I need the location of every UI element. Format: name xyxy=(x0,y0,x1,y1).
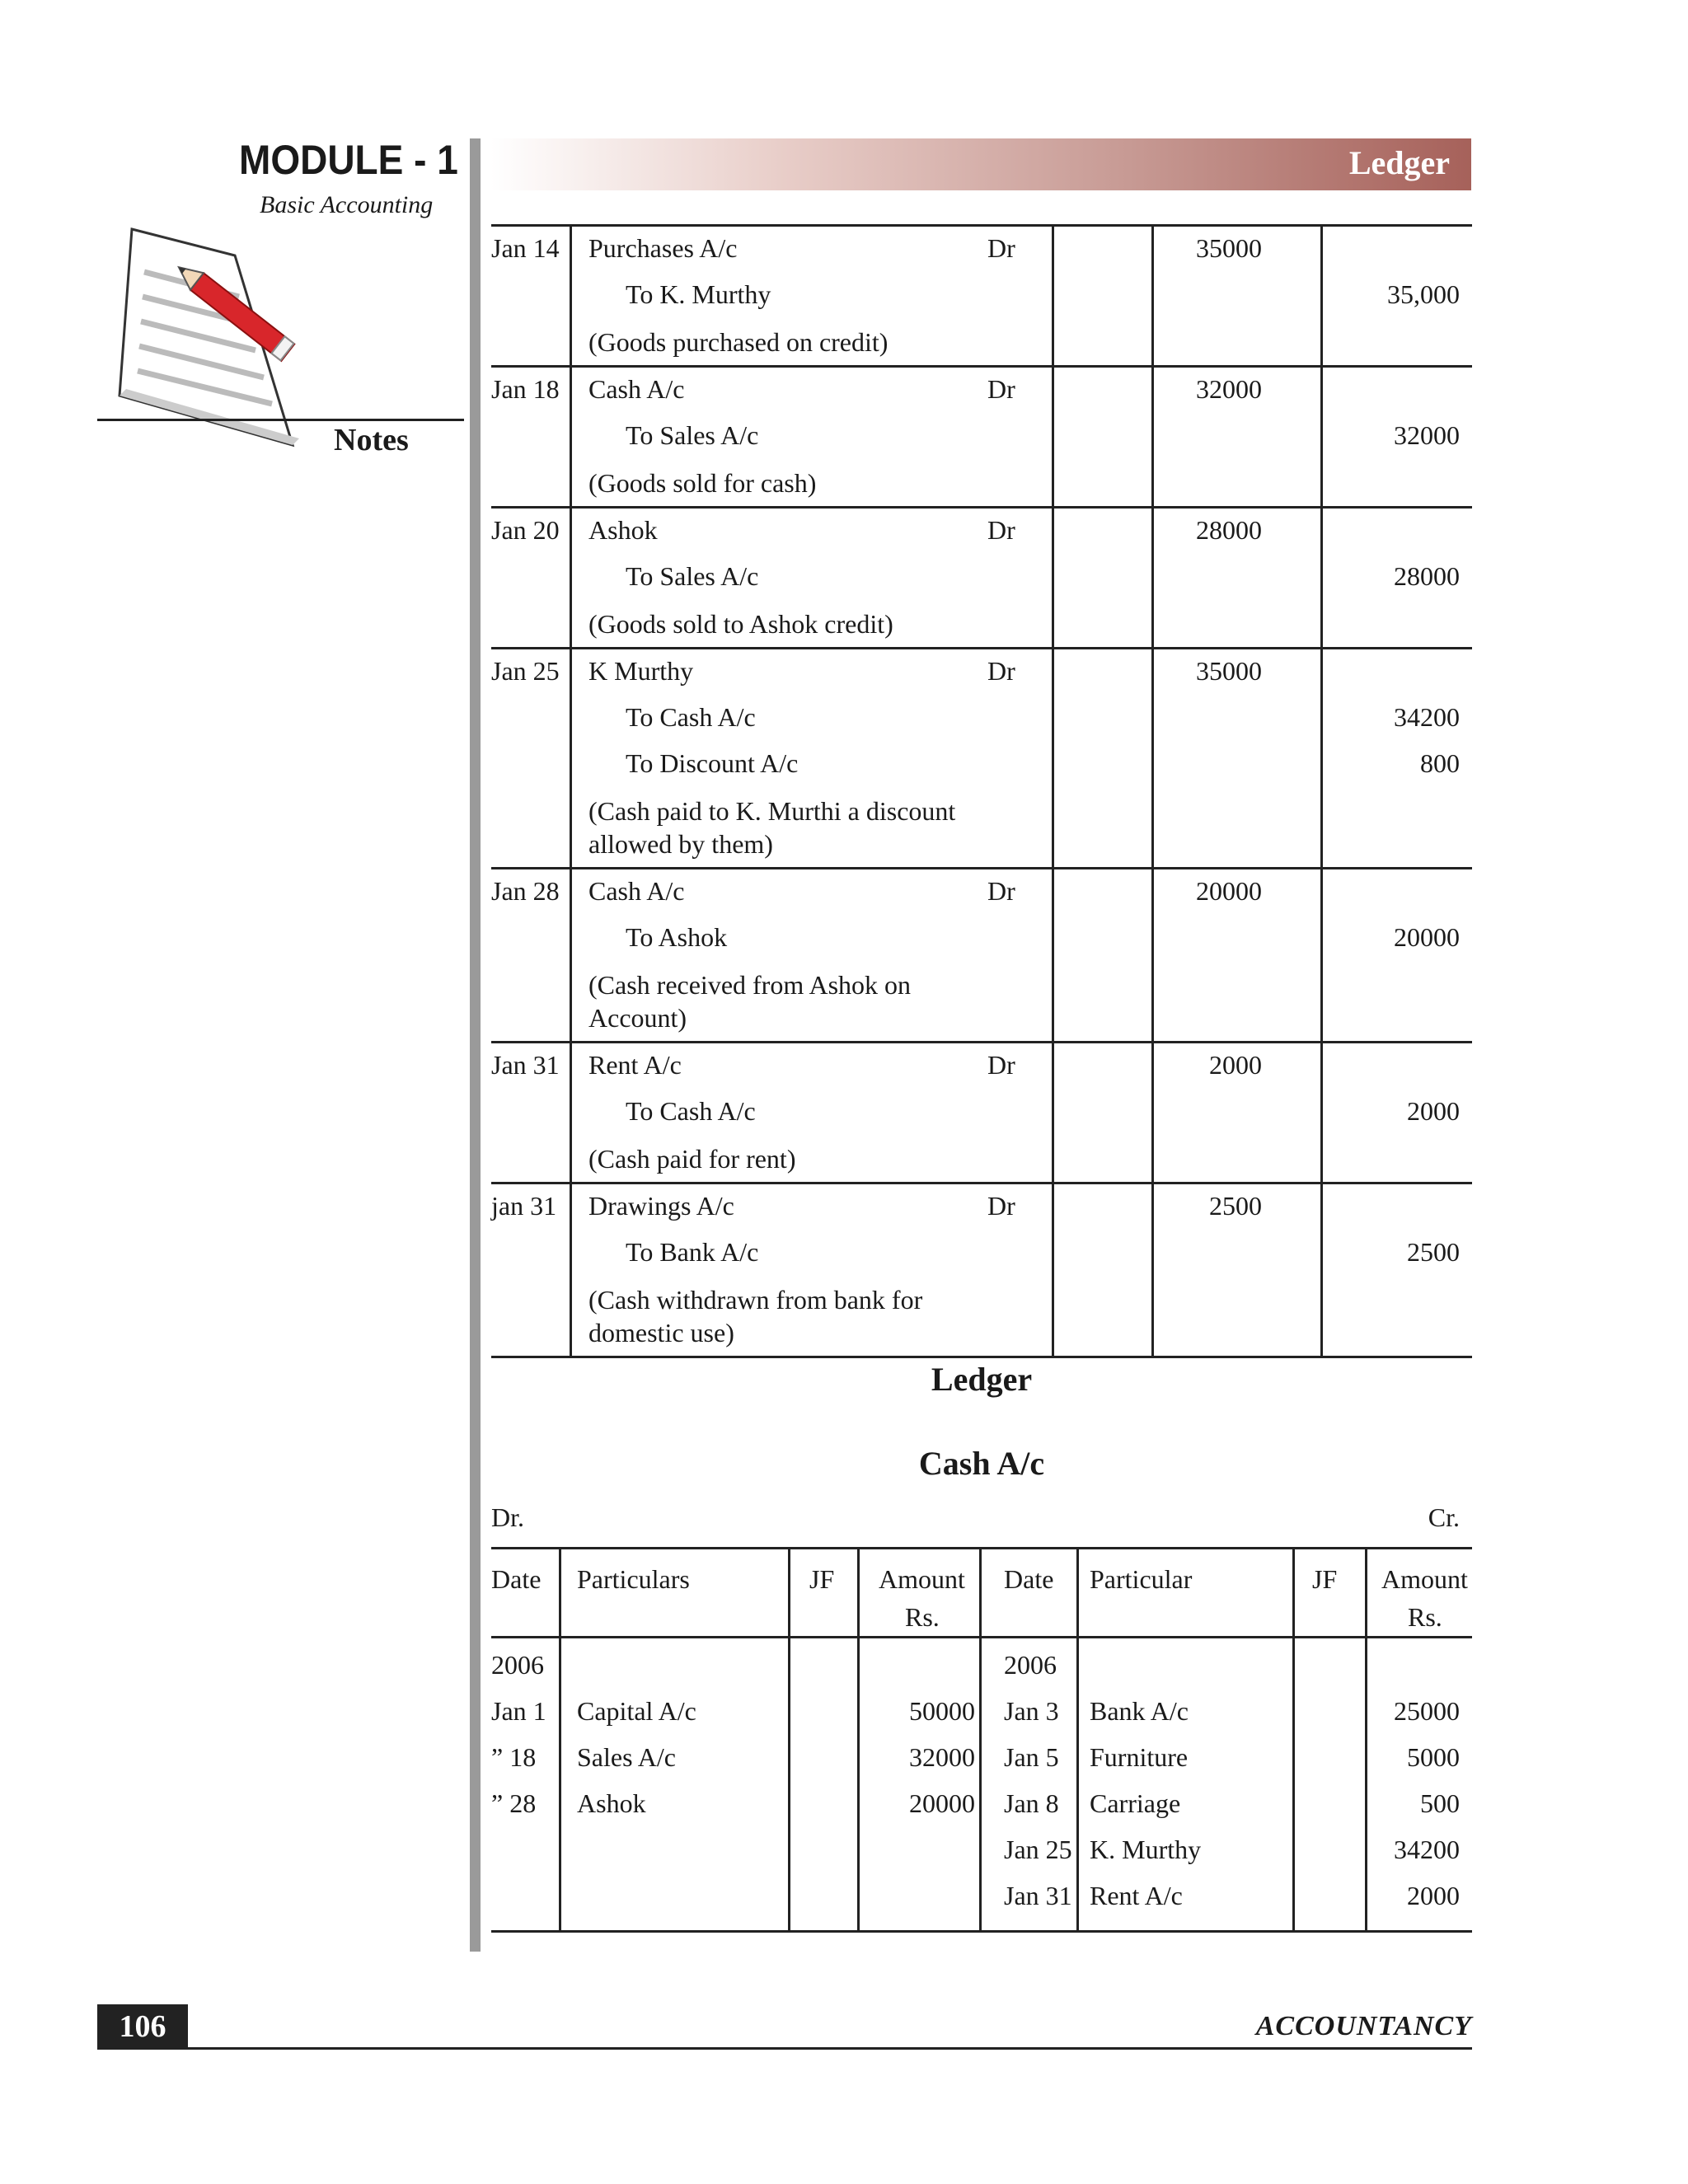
narration: (Goods sold for cash) xyxy=(588,468,817,498)
chapter-header-band xyxy=(490,138,1471,190)
ledger-header-rule xyxy=(491,1636,1472,1638)
ledger-col-rule xyxy=(979,1549,982,1930)
chapter-title: Ledger xyxy=(1348,144,1450,181)
credit-date: Jan 31 xyxy=(1004,1881,1072,1910)
narration: (Goods purchased on credit) xyxy=(588,327,889,357)
dr-marker: Dr xyxy=(987,1191,1015,1221)
credit-particulars: Furniture xyxy=(1090,1742,1189,1772)
credit-date: Jan 25 xyxy=(1004,1835,1072,1864)
debit-account: Ashok xyxy=(588,515,658,545)
credit-amount: 5000 xyxy=(1407,1742,1460,1772)
narration: (Cash withdrawn from bank for domestic use) xyxy=(588,1285,923,1347)
ledger-col-rule xyxy=(788,1549,790,1930)
debit-amount: 2000 xyxy=(1209,1050,1262,1080)
debit-amount: 20000 xyxy=(909,1788,975,1818)
credit-account: To Discount A/c xyxy=(626,748,799,778)
entry-date: Jan 14 xyxy=(491,233,560,263)
credit-account: To Cash A/c xyxy=(626,1096,756,1126)
cash-ledger-table xyxy=(491,1547,1472,1933)
debit-amount: 2500 xyxy=(1209,1191,1262,1221)
debit-particulars: Sales A/c xyxy=(577,1742,676,1772)
notes-label: Notes xyxy=(334,423,409,457)
debit-amount: 20000 xyxy=(1196,876,1262,906)
dr-marker: Dr xyxy=(987,1050,1015,1080)
credit-date: Jan 3 xyxy=(1004,1696,1059,1726)
journal-entry xyxy=(491,867,1472,1041)
credit-amount: 28000 xyxy=(1394,561,1460,591)
margin-vertical-bar xyxy=(470,138,481,1952)
ledger-col-rule xyxy=(1076,1549,1079,1930)
credit-amount: 500 xyxy=(1420,1788,1460,1818)
ledger-col-rule xyxy=(857,1549,860,1930)
debit-amount: 28000 xyxy=(1196,515,1262,545)
debit-account: K Murthy xyxy=(588,656,694,686)
notes-pencil-icon xyxy=(95,223,326,457)
header-amount-credit: Amount xyxy=(1381,1564,1468,1594)
credit-amount: 34200 xyxy=(1394,702,1460,732)
journal-table xyxy=(491,224,1472,1358)
header-date: Date xyxy=(491,1564,542,1594)
ledger-heading: Ledger xyxy=(931,1361,1033,1398)
page-number: 106 xyxy=(97,2004,188,2050)
header-particulars: Particulars xyxy=(577,1564,690,1594)
credit-account: To Ashok xyxy=(626,922,728,952)
journal-entry xyxy=(491,1182,1472,1358)
credit-amount: 2000 xyxy=(1407,1881,1460,1910)
cash-account-title: Cash A/c xyxy=(918,1445,1045,1482)
header-rs-credit: Rs. xyxy=(1408,1602,1442,1632)
credit-account: To Cash A/c xyxy=(626,702,756,732)
credit-amount: 35,000 xyxy=(1387,279,1460,309)
debit-amount: 50000 xyxy=(909,1696,975,1726)
header-jf: JF xyxy=(809,1564,835,1594)
header-particular-credit: Particular xyxy=(1090,1564,1193,1594)
footer-rule xyxy=(97,2047,1472,2050)
ledger-col-rule xyxy=(1292,1549,1295,1930)
journal-entry xyxy=(491,224,1472,365)
narration: (Goods sold to Ashok credit) xyxy=(588,609,893,639)
debit-account: Rent A/c xyxy=(588,1050,682,1080)
debit-amount: 35000 xyxy=(1196,233,1262,263)
debit-amount: 32000 xyxy=(1196,374,1262,404)
entry-date: Jan 31 xyxy=(491,1050,560,1080)
entry-date: Jan 25 xyxy=(491,656,560,686)
header-rs: Rs. xyxy=(905,1602,940,1632)
entry-date: Jan 28 xyxy=(491,876,560,906)
credit-amount: 32000 xyxy=(1394,420,1460,450)
debit-date: Jan 1 xyxy=(491,1696,546,1726)
credit-amount: 20000 xyxy=(1394,922,1460,952)
debit-account: Purchases A/c xyxy=(588,233,738,263)
credit-amount: 2000 xyxy=(1407,1096,1460,1126)
debit-account: Cash A/c xyxy=(588,374,685,404)
credit-particulars: K. Murthy xyxy=(1090,1835,1202,1864)
ledger-col-rule xyxy=(1365,1549,1367,1930)
header-date-credit: Date xyxy=(1004,1564,1054,1594)
debit-date: ” 18 xyxy=(491,1742,537,1772)
debit-date: ” 28 xyxy=(491,1788,537,1818)
debit-date: 2006 xyxy=(491,1650,544,1680)
dr-marker: Dr xyxy=(987,656,1015,686)
ledger-col-rule xyxy=(559,1549,561,1930)
journal-entry xyxy=(491,1041,1472,1182)
journal-entry xyxy=(491,365,1472,506)
debit-particulars: Ashok xyxy=(577,1788,646,1818)
footer-subject: ACCOUNTANCY xyxy=(1255,2011,1472,2041)
header-amount: Amount xyxy=(879,1564,965,1594)
credit-account: To K. Murthy xyxy=(626,279,771,309)
debit-account: Cash A/c xyxy=(588,876,685,906)
credit-account: To Bank A/c xyxy=(626,1237,759,1267)
credit-amount: 2500 xyxy=(1407,1237,1460,1267)
debit-account: Drawings A/c xyxy=(588,1191,734,1221)
narration: (Cash received from Ashok on Account) xyxy=(588,970,912,1033)
debit-amount: 32000 xyxy=(909,1742,975,1772)
credit-account: To Sales A/c xyxy=(626,420,759,450)
module-title: MODULE - 1 xyxy=(239,137,458,183)
entry-date: jan 31 xyxy=(491,1191,557,1221)
credit-date: 2006 xyxy=(1004,1650,1057,1680)
entry-date: Jan 18 xyxy=(491,374,560,404)
entry-date: Jan 20 xyxy=(491,515,560,545)
credit-date: Jan 8 xyxy=(1004,1788,1059,1818)
narration: (Cash paid for rent) xyxy=(588,1144,796,1174)
header-jf-credit: JF xyxy=(1312,1564,1338,1594)
narration: (Cash paid to K. Murthi a discount allowed by them) xyxy=(588,796,956,859)
credit-particulars: Carriage xyxy=(1090,1788,1181,1818)
credit-amount: 25000 xyxy=(1394,1696,1460,1726)
journal-entry xyxy=(491,506,1472,647)
credit-account: To Sales A/c xyxy=(626,561,759,591)
dr-label: Dr. xyxy=(491,1502,524,1532)
debit-particulars: Capital A/c xyxy=(577,1696,696,1726)
journal-entry xyxy=(491,647,1472,867)
cr-label: Cr. xyxy=(1428,1502,1460,1532)
credit-particulars: Bank A/c xyxy=(1090,1696,1189,1726)
module-subtitle: Basic Accounting xyxy=(260,191,434,218)
dr-marker: Dr xyxy=(987,374,1015,404)
credit-amount: 34200 xyxy=(1394,1835,1460,1864)
debit-amount: 35000 xyxy=(1196,656,1262,686)
credit-amount: 800 xyxy=(1420,748,1460,778)
dr-marker: Dr xyxy=(987,876,1015,906)
notes-divider xyxy=(97,419,464,421)
credit-particulars: Rent A/c xyxy=(1090,1881,1183,1910)
dr-marker: Dr xyxy=(987,233,1015,263)
credit-date: Jan 5 xyxy=(1004,1742,1059,1772)
dr-marker: Dr xyxy=(987,515,1015,545)
